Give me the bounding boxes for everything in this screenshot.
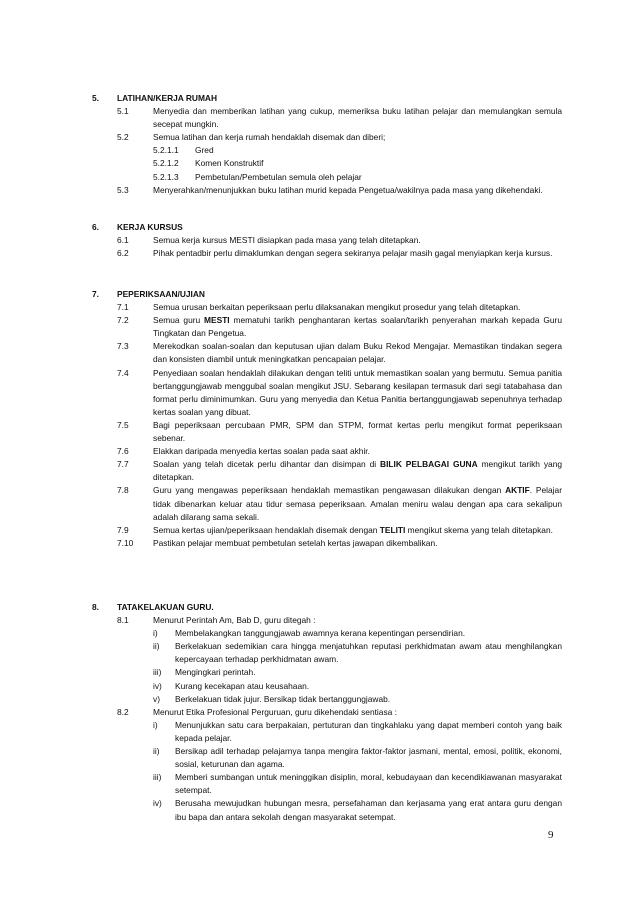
item-number: 7.3 xyxy=(117,341,129,352)
roman-number: iv) xyxy=(153,680,162,691)
item-number: 5.1 xyxy=(117,106,129,117)
roman-item xyxy=(92,719,562,745)
item-number: 7.8 xyxy=(117,485,129,496)
roman-item xyxy=(92,771,562,797)
sub-item xyxy=(92,157,562,170)
section-title: KERJA KURSUS xyxy=(117,222,183,232)
text-part: Soalan yang telah dicetak perlu dihantar dan disimpan di xyxy=(153,459,381,470)
item-number: 6.2 xyxy=(117,248,129,259)
section-heading xyxy=(92,221,562,234)
item-text: Semua latihan dan kerja rumah hendaklah disemak dan diberi; xyxy=(153,132,386,143)
item-text: Semua urusan berkaitan peperiksaan perlu dilaksanakan mengikut prosedur yang telah ditetapkan. xyxy=(153,302,521,313)
sub-item-number: 5.2.1.3 xyxy=(153,171,179,182)
list-item xyxy=(92,614,562,627)
sub-item-number: 5.2.1.1 xyxy=(153,145,179,156)
roman-number: iii) xyxy=(153,667,162,678)
text-part: Semua guru xyxy=(153,315,205,326)
section-heading xyxy=(92,288,562,301)
roman-number: ii) xyxy=(153,746,160,757)
list-item xyxy=(92,484,562,523)
list-item xyxy=(92,445,562,458)
roman-text: Kurang kecekapan atau keusahaan. xyxy=(175,680,310,691)
list-item xyxy=(92,706,562,719)
sub-item xyxy=(92,144,562,157)
roman-item xyxy=(92,627,562,640)
roman-item xyxy=(92,680,562,693)
sub-item xyxy=(92,171,562,184)
list-item xyxy=(92,131,562,144)
item-text xyxy=(153,524,562,537)
bold-text: MESTI xyxy=(204,315,230,326)
roman-item xyxy=(92,693,562,706)
list-item xyxy=(92,301,562,314)
roman-number: ii) xyxy=(153,641,160,652)
section-tatakelakuan xyxy=(92,601,562,824)
item-text: Pastikan pelajar membuat pembetulan setelah kertas jawapan dikembalikan. xyxy=(153,537,438,548)
roman-item xyxy=(92,666,562,679)
item-text: Menurut Perintah Am, Bab D, guru ditegah : xyxy=(153,615,316,626)
item-text: Bagi peperiksaan percubaan PMR, SPM dan STPM, format kertas perlu mengikut format peperiksaan sebenar. xyxy=(153,419,562,444)
text-part: mematuhi tarikh penghantaran kertas soalan/tarikh penyerahan markah kepada Guru Tingkatan dan Pengetua. xyxy=(153,315,562,339)
list-item xyxy=(92,314,562,340)
item-text: Menyedia dan memberikan latihan yang cukup, memeriksa buku latihan pelajar dan memulangkan semula secepat mungkin. xyxy=(153,106,562,130)
list-item xyxy=(92,340,562,366)
roman-text: Mengingkari perintah. xyxy=(175,667,256,678)
section-kerja-kursus xyxy=(92,221,562,260)
roman-number: v) xyxy=(153,693,160,704)
text-part: Semua kertas ujian/peperiksaan hendaklah disemak dengan xyxy=(153,524,380,535)
roman-text: Membelakangkan tanggungjawab awamnya kerana kepentingan persendirian. xyxy=(175,628,466,639)
section-title: PEPERIKSAAN/UJIAN xyxy=(117,289,205,299)
roman-number: i) xyxy=(153,719,158,730)
section-title: LATIHAN/KERJA RUMAH xyxy=(117,93,218,103)
sub-item-number: 5.2.1.2 xyxy=(153,158,179,169)
item-number: 5.2 xyxy=(117,132,129,143)
item-number: 6.1 xyxy=(117,235,129,246)
list-item xyxy=(92,367,562,419)
item-text: Penyediaan soalan hendaklah dilakukan dengan teliti untuk memastikan soalan yang bermutu. Semua panitia bertanggungjawab menggubal soalan mengikut JSU. Sebarang kesilapan termasuk dari segi tatabahasa dan format perlu diminimumkan. Guru yang menyedia dan Ketua Panitia bertanggungjawab sepenuhnya terhadap kertas soalan yang dibuat. xyxy=(153,367,562,417)
item-text xyxy=(153,314,562,340)
roman-text: Berkelakuan sedemikian cara hingga menjatuhkan reputasi perkhidmatan awam atau menghilangkan kepercayaan terhadap perkhidmatan awam. xyxy=(175,641,562,665)
text-part: mengikut tarikh yang ditetapkan. xyxy=(153,459,563,483)
item-number: 8.2 xyxy=(117,706,129,717)
item-number: 7.2 xyxy=(117,315,129,326)
roman-text: Menunjukkan satu cara berpakaian, pertuturan dan tingkahlaku yang dapat memberi contoh yang baik kepada pelajar. xyxy=(175,719,562,743)
item-text: Pihak pentadbir perlu dimaklumkan dengan segera sekiranya pelajar masih gagal menyiapkan kerja kursus. xyxy=(153,248,553,259)
text-part: . Pelajar tidak dibenarkan keluar atau tidur semasa peperiksaan. Amalan meniru walau dengan apa cara sekalipun adalah dilarang sama sekali. xyxy=(153,485,562,522)
sub-item-text: Pembetulan/Pembetulan semula oleh pelajar xyxy=(195,171,362,182)
list-item xyxy=(92,105,562,131)
item-text: Menurut Etika Profesional Perguruan, guru dikehendaki sentiasa : xyxy=(153,706,397,717)
item-number: 8.1 xyxy=(117,615,129,626)
roman-item xyxy=(92,797,562,823)
section-peperiksaan xyxy=(92,288,562,550)
roman-number: iii) xyxy=(153,772,162,783)
roman-text: Bersikap adil terhadap pelajarnya tanpa mengira faktor-faktor jasmani, mental, emosi, politik, ekonomi, sosial, keturunan dan agama. xyxy=(175,746,562,770)
item-text: Menyerahkan/menunjukkan buku latihan murid kepada Pengetua/wakilnya pada masa yang dikehendaki. xyxy=(153,184,543,195)
section-number: 5. xyxy=(92,93,99,103)
item-number: 7.5 xyxy=(117,419,129,430)
item-number: 5.3 xyxy=(117,184,129,195)
item-number: 7.4 xyxy=(117,367,129,378)
roman-number: iv) xyxy=(153,798,162,809)
item-text xyxy=(153,484,562,523)
roman-item xyxy=(92,745,562,771)
roman-item xyxy=(92,640,562,666)
bold-text: AKTIF xyxy=(505,485,530,496)
section-number: 6. xyxy=(92,222,99,232)
roman-text: Berkelakuan tidak jujur. Bersikap tidak bertanggungjawab. xyxy=(175,693,391,704)
section-number: 8. xyxy=(92,602,99,612)
section-latihan xyxy=(92,92,562,197)
roman-text: Memberi sumbangan untuk meninggikan disiplin, moral, kebudayaan dan kecendikiawanan masyarakat setempat. xyxy=(175,772,562,796)
sub-item-text: Gred xyxy=(195,145,214,156)
list-item xyxy=(92,184,562,197)
bold-text: TELITI xyxy=(379,524,406,535)
item-text: Merekodkan soalan-soalan dan keputusan ujian dalam Buku Rekod Mengajar. Memastikan tindakan segera dan konsisten diambil untuk meningkatkan pencapaian pelajar. xyxy=(153,341,562,365)
item-text: Elakkan daripada menyedia kertas soalan pada saat akhir. xyxy=(153,446,370,457)
item-number: 7.6 xyxy=(117,446,129,457)
item-text: Semua kerja kursus MESTI disiapkan pada masa yang telah ditetapkan. xyxy=(153,235,421,246)
list-item xyxy=(92,524,562,537)
text-part: Guru yang mengawas peperiksaan hendaklah memastikan pengawasan dilakukan dengan xyxy=(153,485,506,496)
item-number: 7.10 xyxy=(117,537,134,548)
text-part: mengikut skema yang telah ditetapkan. xyxy=(405,524,553,535)
item-number: 7.7 xyxy=(117,459,129,470)
list-item xyxy=(92,458,562,484)
item-number: 7.9 xyxy=(117,524,129,535)
section-title: TATAKELAKUAN GURU. xyxy=(117,602,214,612)
sub-item-text: Komen Konstruktif xyxy=(195,158,264,169)
list-item xyxy=(92,247,562,260)
roman-number: i) xyxy=(153,628,158,639)
section-number: 7. xyxy=(92,289,99,299)
item-text xyxy=(153,458,562,484)
list-item xyxy=(92,537,562,550)
list-item xyxy=(92,419,562,445)
list-item xyxy=(92,234,562,247)
page-number: 9 xyxy=(548,829,554,841)
roman-text: Berusaha mewujudkan hubungan mesra, persefahaman dan kerjasama yang erat antara guru dengan ibu bapa dan antara sekolah dengan masyarakat setempat. xyxy=(175,798,562,822)
section-heading xyxy=(92,601,562,614)
section-heading xyxy=(92,92,562,105)
item-number: 7.1 xyxy=(117,302,129,313)
bold-text: BILIK PELBAGAI GUNA xyxy=(380,459,478,470)
